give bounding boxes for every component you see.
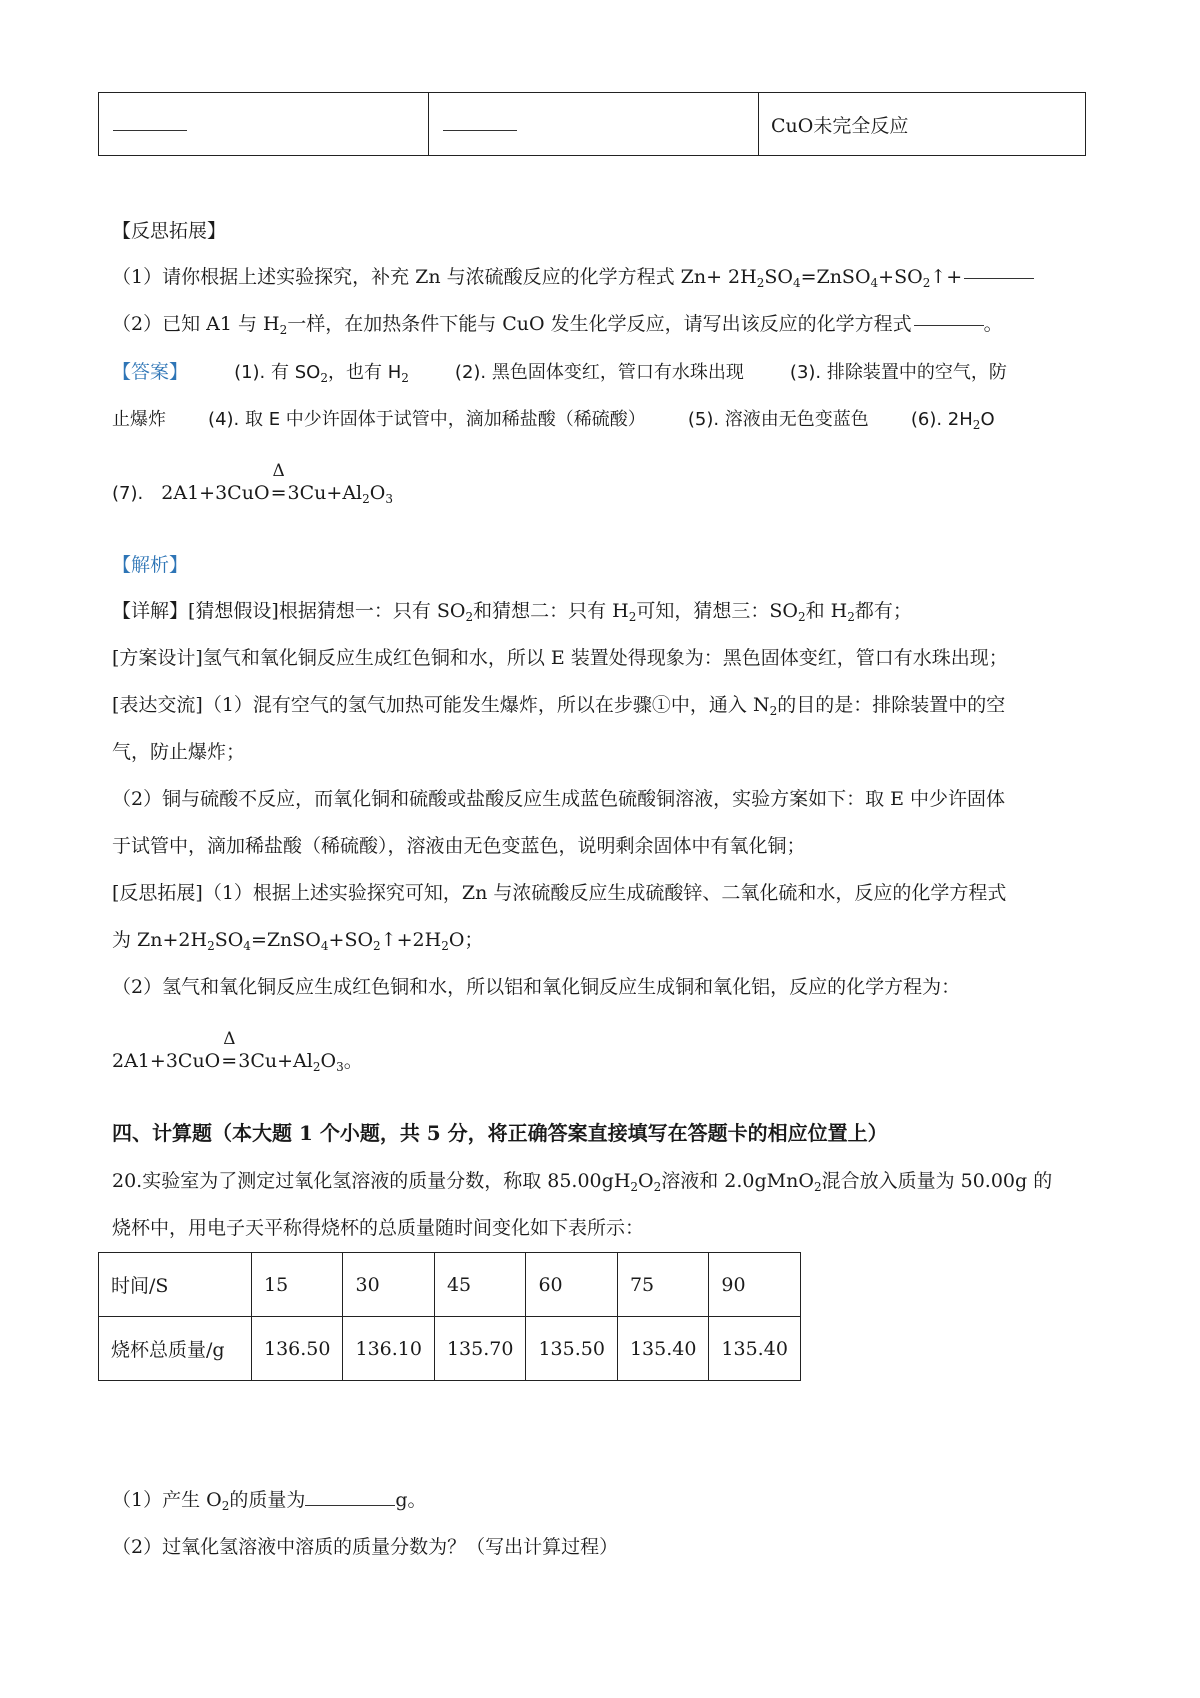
question-20-line-2: 烧杯中，用电子天平称得烧杯的总质量随时间变化如下表所示： bbox=[112, 1217, 645, 1239]
subscript: 2 bbox=[373, 939, 381, 953]
subscript: 2 bbox=[922, 276, 931, 290]
subscript: 2 bbox=[769, 704, 778, 718]
text: 3Cu+Al bbox=[287, 482, 363, 504]
text: O； bbox=[448, 929, 484, 951]
table-cell bbox=[429, 93, 759, 156]
text: O bbox=[320, 1050, 337, 1072]
answer-6: (6). 2H bbox=[910, 409, 973, 430]
text: 。 bbox=[343, 1050, 363, 1072]
top-table bbox=[98, 92, 1086, 156]
subscript: 2 bbox=[653, 1180, 662, 1194]
table-cell: 45 bbox=[434, 1253, 525, 1317]
subscript: 4 bbox=[320, 939, 329, 953]
text: 可知，猜想三：SO bbox=[636, 600, 798, 622]
text: SO bbox=[214, 929, 244, 951]
text: g。 bbox=[395, 1489, 427, 1511]
analysis-line-2: [方案设计]氢气和氧化铜反应生成红色铜和水，所以 E 装置处得现象为：黑色固体变红，管口有水珠出现； bbox=[112, 647, 1008, 669]
subscript: 2 bbox=[320, 371, 328, 385]
text: 为 Zn+2H bbox=[112, 929, 208, 951]
table-row bbox=[99, 1253, 801, 1317]
table-cell: 135.70 bbox=[434, 1317, 525, 1381]
text: 20.实验室为了测定过氧化氢溶液的质量分数，称取 85.00gH bbox=[112, 1170, 631, 1192]
subscript: 3 bbox=[385, 492, 393, 506]
table-cell: 60 bbox=[526, 1253, 617, 1317]
analysis-line-4: 气，防止爆炸； bbox=[112, 741, 246, 763]
subscript: 4 bbox=[870, 276, 879, 290]
answer-line-3 bbox=[112, 461, 1102, 509]
subscript: 3 bbox=[336, 1060, 344, 1074]
analysis-line-6: 于试管中，滴加稀盐酸（稀硫酸），溶液由无色变蓝色，说明剩余固体中有氧化铜； bbox=[112, 835, 806, 857]
delta-symbol: Δ bbox=[272, 461, 285, 481]
answer-blank bbox=[964, 277, 1034, 279]
subscript: 2 bbox=[797, 610, 806, 624]
text: =ZnSO bbox=[800, 266, 871, 288]
subscript: 2 bbox=[441, 939, 449, 953]
text: +SO bbox=[878, 266, 923, 288]
text: O bbox=[369, 482, 386, 504]
text: 和猜想二：只有 H bbox=[473, 600, 629, 622]
text: SO bbox=[764, 266, 793, 288]
table-cell: 75 bbox=[617, 1253, 708, 1317]
heat-sign: Δ = bbox=[270, 478, 288, 508]
table-cell: 136.10 bbox=[343, 1317, 434, 1381]
equation bbox=[112, 1029, 363, 1076]
table-cell: 时间/S bbox=[99, 1253, 252, 1317]
table-row bbox=[99, 1317, 801, 1381]
answer-line-2 bbox=[112, 404, 1102, 435]
answer-5: (5). 溶液由无色变蓝色 bbox=[687, 409, 869, 430]
subscript: 2 bbox=[465, 610, 474, 624]
analysis-line-9: （2）氢气和氧化铜反应生成红色铜和水，所以铝和氧化铜反应生成铜和氧化铝，反应的化学方程为： bbox=[112, 976, 961, 998]
analysis-equation bbox=[112, 1029, 1102, 1076]
text: （1）请你根据上述实验探究，补充 Zn 与浓硫酸反应的化学方程式 Zn+ 2H bbox=[112, 266, 757, 288]
question-20-part-2: （2）过氧化氢溶液中溶质的质量分数为？（写出计算过程） bbox=[112, 1536, 619, 1558]
subscript: 2 bbox=[628, 610, 637, 624]
text: 一样，在加热条件下能与 CuO 发生化学反应，请写出该反应的化学方程式 bbox=[287, 313, 912, 335]
table-cell bbox=[99, 93, 429, 156]
analysis-line-1 bbox=[112, 596, 1102, 626]
subscript: 2 bbox=[630, 1180, 639, 1194]
analysis-tag: 【解析】 bbox=[112, 554, 189, 576]
text: 止爆炸 bbox=[112, 409, 166, 430]
table-cell: 30 bbox=[343, 1253, 434, 1317]
question-20-line-1 bbox=[112, 1166, 1102, 1196]
analysis-line-5: （2）铜与硫酸不反应，而氧化铜和硫酸或盐酸反应生成蓝色硫酸铜溶液，实验方案如下：取 E 中少许固体 bbox=[112, 788, 1006, 810]
reflect-q2 bbox=[112, 309, 1102, 339]
subscript: 2 bbox=[279, 323, 288, 337]
text: 都有； bbox=[854, 600, 912, 622]
table-cell: 烧杯总质量/g bbox=[99, 1317, 252, 1381]
text: O bbox=[980, 409, 995, 430]
equation bbox=[161, 461, 393, 508]
text: （2）已知 A1 与 H bbox=[112, 313, 280, 335]
table-cell: 136.50 bbox=[252, 1317, 343, 1381]
subscript: 2 bbox=[813, 1180, 822, 1194]
table-cell: 135.40 bbox=[709, 1317, 800, 1381]
subscript: 2 bbox=[756, 276, 765, 290]
answer-4: (4). 取 E 中少许固体于试管中，滴加稀盐酸（稀硫酸） bbox=[208, 409, 646, 430]
text: 2A1+3CuO bbox=[112, 1050, 221, 1072]
delta-symbol: Δ bbox=[223, 1029, 236, 1049]
text: 的目的是：排除装置中的空 bbox=[777, 694, 1006, 716]
text: 的质量为 bbox=[229, 1489, 306, 1511]
text: O bbox=[638, 1170, 654, 1192]
answer-blank bbox=[305, 1487, 395, 1506]
answer-3: (3). 排除装置中的空气，防 bbox=[789, 362, 1007, 383]
subscript: 2 bbox=[221, 1499, 230, 1513]
reflect-title: 【反思拓展】 bbox=[112, 220, 227, 242]
text: ↑+2H bbox=[380, 929, 442, 951]
text: =ZnSO bbox=[250, 929, 321, 951]
analysis-line-7: [反思拓展]（1）根据上述实验探究可知，Zn 与浓硫酸反应生成硫酸锌、二氧化硫和水，反应的化学方程式 bbox=[112, 882, 1007, 904]
subscript: 4 bbox=[792, 276, 801, 290]
subscript: 4 bbox=[243, 939, 251, 953]
analysis-line-8 bbox=[112, 925, 1102, 955]
data-table bbox=[98, 1252, 801, 1381]
answer-7: (7). bbox=[112, 483, 144, 504]
text: [表达交流]（1）混有空气的氢气加热可能发生爆炸，所以在步骤①中，通入 N bbox=[112, 694, 770, 716]
table-row bbox=[99, 93, 1086, 156]
text: ，也有 H bbox=[327, 362, 402, 383]
subscript: 2 bbox=[401, 371, 409, 385]
answer-blank bbox=[914, 324, 984, 326]
question-20-part-1 bbox=[112, 1485, 1102, 1515]
text: （1）产生 O bbox=[112, 1489, 222, 1511]
text: +SO bbox=[328, 929, 374, 951]
answer-tag: 【答案】 bbox=[112, 361, 189, 383]
text: 【详解】[猜想假设]根据猜想一：只有 SO bbox=[112, 600, 466, 622]
answer-line-1 bbox=[112, 357, 1102, 388]
subscript: 2 bbox=[207, 939, 215, 953]
analysis-line-3 bbox=[112, 690, 1102, 720]
section-heading: 四、计算题（本大题 1 个小题，共 5 分，将正确答案直接填写在答题卡的相应位置上） bbox=[112, 1121, 888, 1145]
text: 2A1+3CuO bbox=[161, 482, 270, 504]
subscript: 2 bbox=[312, 1060, 321, 1074]
table-cell: CuO未完全反应 bbox=[759, 93, 1086, 156]
table-cell: 15 bbox=[252, 1253, 343, 1317]
text: 3Cu+Al bbox=[238, 1050, 313, 1072]
text: 。 bbox=[983, 313, 1003, 335]
text: 溶液和 2.0gMnO bbox=[661, 1170, 814, 1192]
text: 混合放入质量为 50.00g 的 bbox=[821, 1170, 1053, 1192]
subscript: 2 bbox=[847, 610, 855, 624]
table-cell: 135.40 bbox=[617, 1317, 708, 1381]
answer-1: (1). 有 SO bbox=[234, 362, 321, 383]
heat-sign: Δ = bbox=[220, 1046, 238, 1076]
table-cell: 135.50 bbox=[526, 1317, 617, 1381]
text: 和 H bbox=[805, 600, 848, 622]
table-cell: 90 bbox=[709, 1253, 800, 1317]
text: ↑+ bbox=[930, 266, 963, 288]
subscript: 2 bbox=[362, 492, 370, 506]
reflect-q1 bbox=[112, 262, 1102, 292]
subscript: 2 bbox=[972, 418, 981, 432]
answer-2: (2). 黑色固体变红，管口有水珠出现 bbox=[454, 362, 744, 383]
